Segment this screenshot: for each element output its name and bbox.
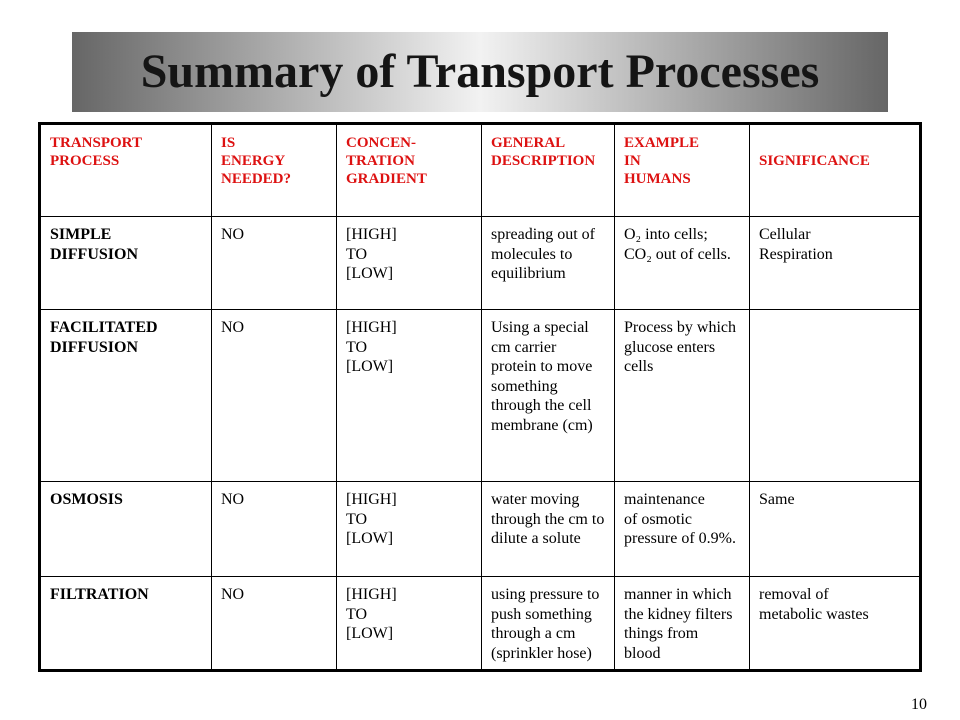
cell-general-description: spreading out of molecules to equilibrium bbox=[482, 217, 615, 310]
cell-energy-needed: NO bbox=[212, 310, 337, 482]
header-example-in-humans: EXAMPLE IN HUMANS bbox=[615, 125, 750, 217]
title-banner bbox=[72, 32, 888, 112]
cell-general-description: using pressure to push something through a cm (sprinkler hose) bbox=[482, 577, 615, 669]
header-energy-needed: IS ENERGY NEEDED? bbox=[212, 125, 337, 217]
cell-significance: Same bbox=[750, 482, 919, 577]
cell-transport-process: OSMOSIS bbox=[41, 482, 212, 577]
cell-transport-process: SIMPLE DIFFUSION bbox=[41, 217, 212, 310]
transport-processes-table bbox=[38, 122, 922, 672]
cell-concentration-gradient: [HIGH] TO [LOW] bbox=[337, 310, 482, 482]
header-transport-process: TRANSPORT PROCESS bbox=[41, 125, 212, 217]
cell-energy-needed: NO bbox=[212, 217, 337, 310]
cell-significance: removal of metabolic wastes bbox=[759, 586, 869, 623]
cell-concentration-gradient: [HIGH] TO [LOW] bbox=[337, 217, 482, 310]
cell-concentration-gradient: [HIGH] TO [LOW] bbox=[337, 482, 482, 577]
header-general-description: GENERAL DESCRIPTION bbox=[482, 125, 615, 217]
cell-example-in-humans: manner in which the kidney filters things from blood bbox=[615, 577, 750, 669]
page-number: 10 bbox=[911, 696, 927, 713]
cell-example-in-humans: maintenance of osmotic pressure of 0.9%. bbox=[615, 482, 750, 577]
cell-example-in-humans: Process by which glucose enters cells bbox=[615, 310, 750, 482]
header-significance: SIGNIFICANCE bbox=[750, 125, 919, 217]
slide-title: Summary of Transport Processes bbox=[140, 45, 820, 98]
header-concentration-gradient: CONCEN- TRATION GRADIENT bbox=[337, 125, 482, 217]
cell-transport-process: FILTRATION bbox=[41, 577, 212, 669]
cell-significance: Cellular Respiration bbox=[750, 217, 919, 310]
cell-concentration-gradient: [HIGH] TO [LOW] bbox=[337, 577, 482, 669]
cell-general-description: water moving through the cm to dilute a solute bbox=[482, 482, 615, 577]
cell-significance bbox=[750, 310, 919, 482]
cell-energy-needed: NO bbox=[212, 482, 337, 577]
cell-general-description: Using a special cm carrier protein to move something through the cell membrane (cm) bbox=[482, 310, 615, 482]
cell-energy-needed: NO bbox=[212, 577, 337, 669]
cell-transport-process: FACILITATED DIFFUSION bbox=[41, 310, 212, 482]
cell-example-in-humans: O₂ into cells; CO₂ out of cells. bbox=[615, 217, 750, 310]
